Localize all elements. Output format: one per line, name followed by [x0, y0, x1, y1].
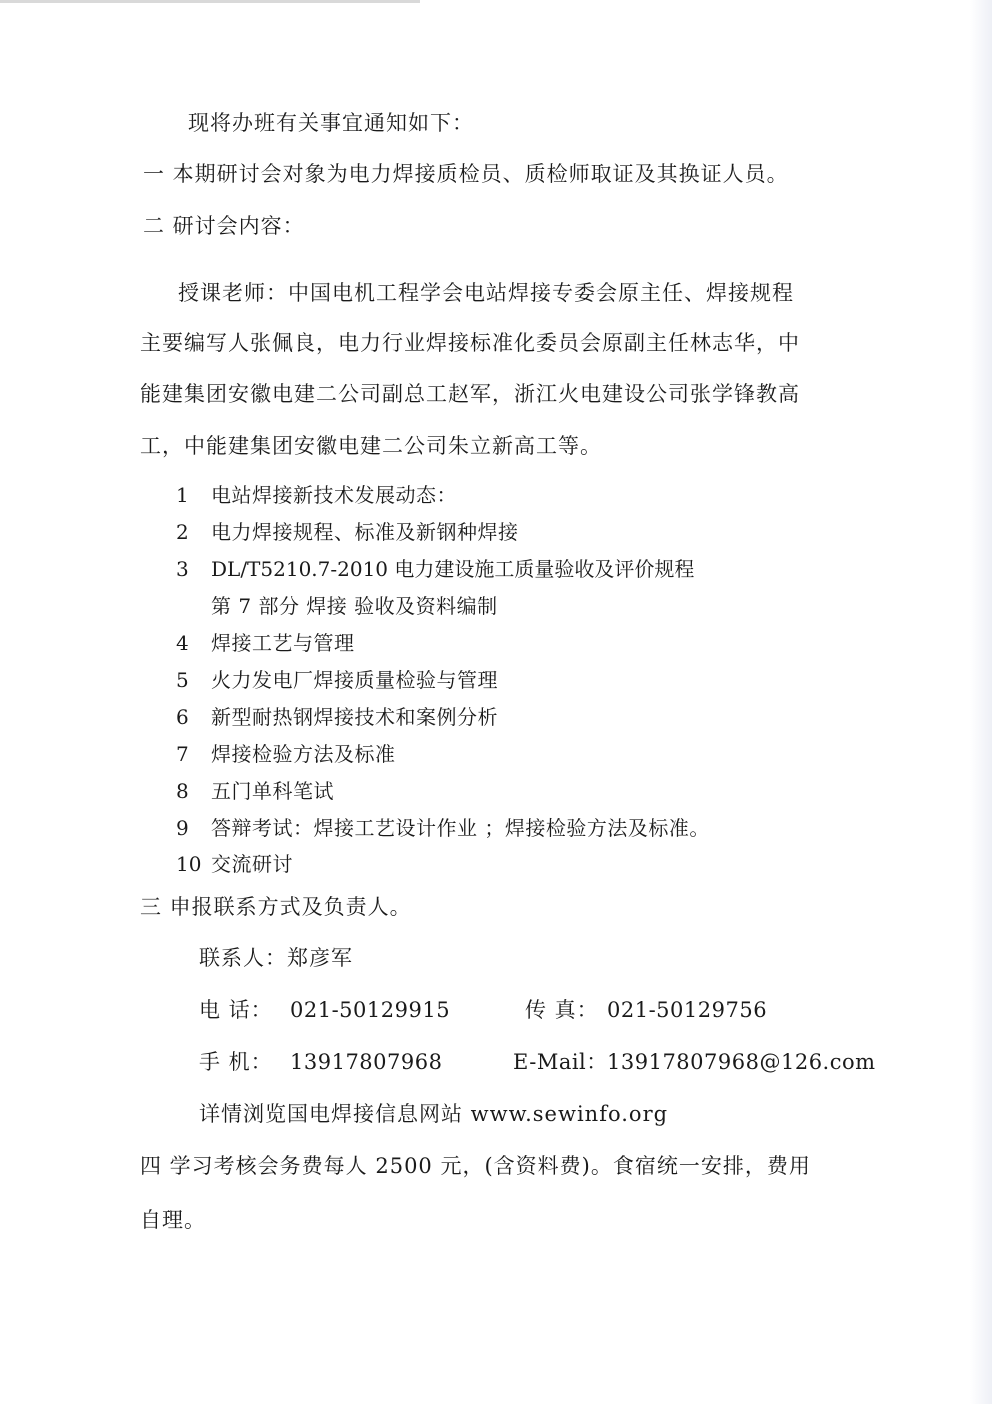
teachers-line-3: 能建集团安徽电建二公司副总工赵军，浙江火电建设公司张学锋教高: [140, 382, 800, 406]
topic-item: 新型耐热钢焊接技术和案例分析: [211, 705, 498, 729]
scan-edge-shadow: [970, 0, 992, 1404]
fax-number: 021-50129756: [607, 998, 768, 1022]
teachers-line-2: 主要编写人张佩良，电力行业焊接标准化委员会原副主任林志华，中: [140, 331, 800, 355]
topic-number: 10: [176, 852, 202, 876]
topic-number: 5: [176, 668, 189, 692]
topic-number: 4: [176, 631, 189, 655]
email-address: 13917807968@126.com: [607, 1050, 876, 1074]
mobile-label: 手 机：: [199, 1050, 273, 1074]
topic-number: 3: [176, 557, 189, 581]
topic-number: 8: [176, 779, 189, 803]
section-3-title: 三 申报联系方式及负责人。: [140, 895, 412, 919]
section-4-line-1: 四 学习考核会务费每人 2500 元，(含资料费)。食宿统一安排，费用: [140, 1154, 811, 1178]
topic-item: 电站焊接新技术发展动态：: [211, 483, 457, 507]
topic-item: 交流研讨: [211, 852, 293, 876]
contact-person: 联系人：郑彦军: [199, 946, 353, 970]
topic-item: 五门单科笔试: [211, 779, 334, 803]
topic-item-continuation: 第 7 部分 焊接 验收及资料编制: [211, 594, 498, 618]
section-1: 一 本期研讨会对象为电力焊接质检员、质检师取证及其换证人员。: [143, 162, 789, 186]
topic-number: 2: [176, 520, 189, 544]
topic-item: 答辩考试：焊接工艺设计作业 ；焊接检验方法及标准。: [211, 816, 710, 840]
fax-label: 传 真：: [525, 998, 599, 1022]
email-label: E-Mail：: [513, 1050, 608, 1074]
topic-item: 电力焊接规程、标准及新钢种焊接: [211, 520, 519, 544]
topic-item: 焊接工艺与管理: [211, 631, 355, 655]
mobile-number: 13917807968: [290, 1050, 443, 1074]
topic-number: 7: [176, 742, 189, 766]
phone-number: 021-50129915: [290, 998, 451, 1022]
phone-label: 电 话：: [199, 998, 273, 1022]
scan-top-border: [0, 0, 420, 3]
topic-item: DL/T5210.7-2010 电力建设施工质量验收及评价规程: [211, 557, 695, 581]
topic-item: 焊接检验方法及标准: [211, 742, 396, 766]
section-2-title: 二 研讨会内容：: [143, 214, 305, 238]
topic-number: 9: [176, 816, 189, 840]
website-info: 详情浏览国电焊接信息网站 www.sewinfo.org: [199, 1102, 669, 1126]
intro-text: 现将办班有关事宜通知如下：: [188, 111, 474, 135]
teachers-line-4: 工，中能建集团安徽电建二公司朱立新高工等。: [140, 434, 602, 458]
section-4-line-2: 自理。: [140, 1208, 206, 1232]
teachers-line-1: 授课老师：中国电机工程学会电站焊接专委会原主任、焊接规程: [178, 281, 794, 305]
topic-item: 火力发电厂焊接质量检验与管理: [211, 668, 498, 692]
topic-number: 6: [176, 705, 189, 729]
topic-number: 1: [176, 483, 189, 507]
